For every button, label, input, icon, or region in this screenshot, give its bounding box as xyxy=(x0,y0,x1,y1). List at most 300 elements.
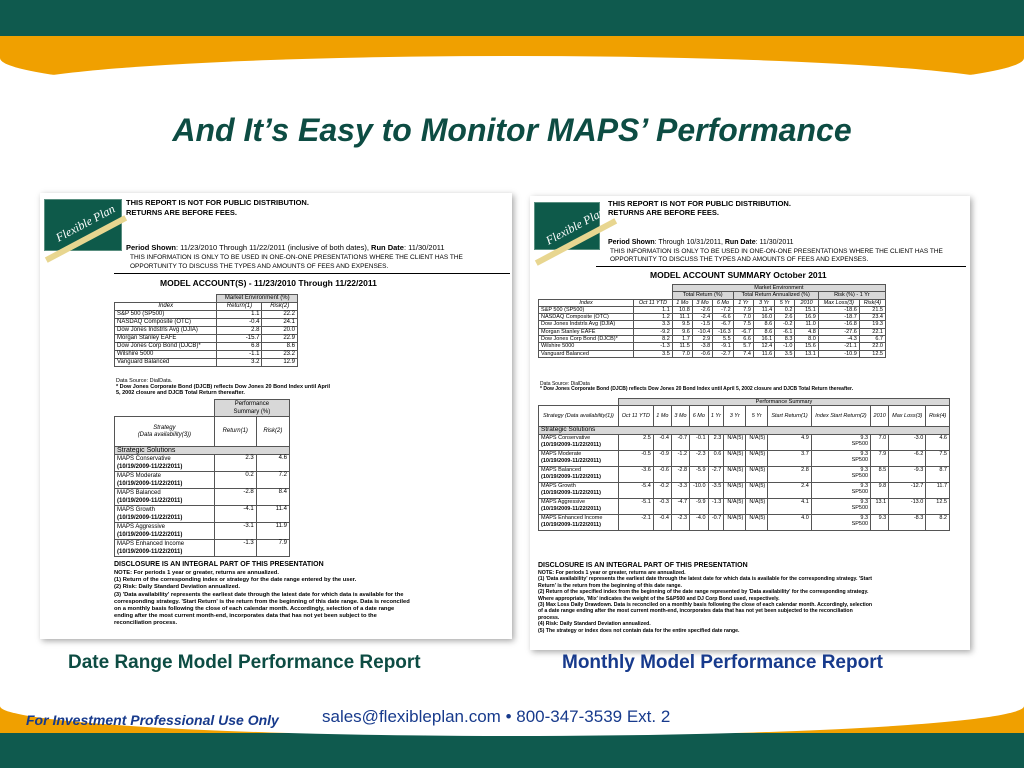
value-cell xyxy=(724,482,746,498)
value-cell xyxy=(653,498,671,514)
value-cell xyxy=(746,450,768,466)
value: -3.3 xyxy=(677,482,688,489)
column-header: 5 Yr xyxy=(775,299,795,306)
strategy-name-cell xyxy=(115,455,215,472)
risk-value: 4.6 xyxy=(256,455,289,472)
value-cell xyxy=(708,514,724,530)
strategy-name-cell xyxy=(539,466,619,482)
market-environment-table xyxy=(114,294,298,367)
table-cell: 12.5 xyxy=(859,350,885,357)
notice-line-2: RETURNS ARE BEFORE FEES. xyxy=(608,208,719,217)
strategy-name: MAPS Growth xyxy=(541,482,576,489)
disclosure-line: of a date range ending after the most current month-end, incorporates data that has not yet been subjected to the reconciliation xyxy=(538,608,853,615)
risk-value: 7.9 xyxy=(256,540,289,557)
table-cell: 12.4 xyxy=(753,343,774,350)
table-cell: -18.7 xyxy=(818,314,859,321)
column-header: 3 Yr xyxy=(753,299,774,306)
value-cell xyxy=(768,514,812,530)
disclosure-line: (4) Risk: Daily Standard Deviation annualized. xyxy=(538,621,651,628)
performance-summary-table xyxy=(538,398,950,531)
table-cell: 7.4 xyxy=(733,350,753,357)
disclosure-line: Return' is the return from the beginning of this date range. xyxy=(538,582,682,589)
disclosure-line: corresponding strategy. 'Start Return' is the return from the beginning of this date range. Data is reconciled xyxy=(114,598,410,605)
total-return-group: Total Return (%) xyxy=(672,292,733,299)
column-header: 1 Yr xyxy=(733,299,753,306)
index-name: SP500 xyxy=(851,504,869,511)
value-cell xyxy=(653,482,671,498)
value: 7.0 xyxy=(878,434,887,441)
table-cell: Dow Jones Corp Bond (DJCB)* xyxy=(539,336,634,343)
table-row xyxy=(539,328,886,335)
strategy-dates: (10/19/2009-11/22/2011) xyxy=(117,515,183,521)
data-source: Data Source: DialData. xyxy=(116,378,173,384)
info-line-2: OPPORTUNITY TO DISCUSS THE TYPES AND AMOUNTS OF FEES AND EXPENSES. xyxy=(610,256,869,263)
perf-header: Performance Summary xyxy=(618,399,949,406)
divider xyxy=(114,273,510,274)
value: -0.1 xyxy=(696,434,706,441)
column-header: Risk(2) xyxy=(262,303,298,311)
table-cell: 3.5 xyxy=(634,350,673,357)
table-cell: -27.6 xyxy=(818,328,859,335)
table-cell: 4.8 xyxy=(795,328,818,335)
table-row xyxy=(115,506,290,523)
table-row xyxy=(539,314,886,321)
disclosure-line: NOTE: For periods 1 year or greater, returns are annualized. xyxy=(538,570,686,576)
value: 9.3 xyxy=(860,514,869,521)
column-header: 2010 xyxy=(795,299,818,306)
value-cell xyxy=(690,498,708,514)
risk-col-header: Risk(2) xyxy=(256,417,289,447)
value: 2.8 xyxy=(801,466,809,473)
strategy-name-cell xyxy=(539,514,619,530)
table-row xyxy=(115,327,298,335)
bottom-green-band xyxy=(0,733,1024,768)
table-row xyxy=(115,343,298,351)
footer-disclaimer: For Investment Professional Use Only xyxy=(26,712,279,728)
strategy-name: MAPS Conservative xyxy=(117,456,171,462)
value: 0.6 xyxy=(713,450,722,457)
table-cell: Dow Jones Indstrls Avg (DJIA) xyxy=(115,327,217,335)
strategy-name-cell xyxy=(115,523,215,540)
strategy-name: MAPS Balanced xyxy=(541,466,582,473)
table-row xyxy=(539,434,950,450)
value: 9.3 xyxy=(860,498,869,505)
column-header: 2010 xyxy=(871,406,889,427)
strategy-name: MAPS Enhanced Income xyxy=(541,514,603,521)
disclosure-line: (2) Risk: Daily Standard Deviation annualized. xyxy=(114,584,240,591)
value: 12.5 xyxy=(936,498,947,505)
value: -0.6 xyxy=(659,466,669,473)
data-source: Data Source: DialData xyxy=(540,381,590,387)
strategy-name: MAPS Moderate xyxy=(541,450,582,457)
value-cell xyxy=(618,466,653,482)
table-row xyxy=(115,455,290,472)
table-cell: 11.6 xyxy=(753,350,774,357)
value-cell xyxy=(871,466,889,482)
table-cell: NASDAQ Composite (OTC) xyxy=(539,314,634,321)
table-row xyxy=(115,335,298,343)
table-cell: 7.9 xyxy=(733,306,753,313)
table-cell: 23.2 xyxy=(262,351,298,359)
table-cell: S&P 500 (SP500) xyxy=(539,306,634,313)
value-cell xyxy=(724,434,746,450)
table-cell: 7.0 xyxy=(733,314,753,321)
value-cell xyxy=(708,498,724,514)
value: N/A(5) xyxy=(727,434,744,441)
value: N/A(5) xyxy=(749,498,766,505)
disclosure-title: DISCLOSURE IS AN INTEGRAL PART OF THIS PRESENTATION xyxy=(538,562,748,569)
column-header: 3 Mo xyxy=(671,406,689,427)
table-cell: Vanguard Balanced xyxy=(115,359,217,367)
value: 9.8 xyxy=(878,482,887,489)
table-row xyxy=(115,489,290,506)
table-cell: 22.0 xyxy=(859,343,885,350)
value-cell xyxy=(768,482,812,498)
table-cell: -2.6 xyxy=(692,306,712,313)
column-header: Start Return(1) xyxy=(768,406,812,427)
value: 9.3 xyxy=(860,434,869,441)
value-cell xyxy=(889,514,926,530)
value-cell xyxy=(811,514,870,530)
table-row xyxy=(115,319,298,327)
table-cell: -10.9 xyxy=(818,350,859,357)
report-heading: MODEL ACCOUNT SUMMARY October 2011 xyxy=(650,270,827,280)
value: -6.2 xyxy=(913,450,924,457)
strategy-name-cell xyxy=(539,434,619,450)
value: 8.5 xyxy=(878,466,887,473)
value: -0.2 xyxy=(659,482,669,489)
table-cell: -0.2 xyxy=(775,321,795,328)
value-cell xyxy=(871,450,889,466)
table-row xyxy=(115,351,298,359)
table-cell: Morgan Stanley EAFE xyxy=(115,335,217,343)
table-cell: 16.1 xyxy=(753,336,774,343)
disclosure-notes xyxy=(114,570,410,628)
value: 8.2 xyxy=(939,514,947,521)
value: -4.7 xyxy=(677,498,688,505)
value-cell xyxy=(653,466,671,482)
strategy-section: Strategic Solutions xyxy=(115,447,290,455)
return-value: -4.1 xyxy=(214,506,256,523)
value: 4.0 xyxy=(801,514,809,521)
table-cell: 7.5 xyxy=(733,321,753,328)
djcb-note: * Dow Jones Corporate Bond (DJCB) reflects Dow Jones 20 Bond Index until April 5, 2002 closure and DJCB Total Return thereafter. xyxy=(540,386,854,392)
table-cell: 20.0 xyxy=(262,327,298,335)
djcb-note-2: 5, 2002 closure and DJCB Total Return thereafter. xyxy=(116,390,245,396)
annualized-group: Total Return Annualized (%) xyxy=(733,292,818,299)
table-cell: 19.3 xyxy=(859,321,885,328)
value: N/A(5) xyxy=(749,514,766,521)
value: -13.0 xyxy=(910,498,924,505)
table-cell: 23.4 xyxy=(859,314,885,321)
strategy-dates: (10/19/2009-11/22/2011) xyxy=(541,458,601,465)
value-cell xyxy=(768,434,812,450)
table-row xyxy=(539,514,950,530)
disclosure-line: (5) The strategy or index does not contain data for the entire specified date range. xyxy=(538,627,740,634)
strategy-dates: (10/19/2009-11/22/2011) xyxy=(541,442,601,449)
perf-header: Performance Summary (%) xyxy=(214,400,289,417)
strategy-name-cell xyxy=(539,450,619,466)
column-header: Risk(4) xyxy=(926,406,950,427)
column-header: 1 Mo xyxy=(653,406,671,427)
value: -5.1 xyxy=(641,498,651,505)
index-name: SP500 xyxy=(851,456,869,463)
table-cell: Dow Jones Corp Bond (DJCB)* xyxy=(115,343,217,351)
right-caption: Monthly Model Performance Report xyxy=(562,652,883,673)
table-cell: -10.4 xyxy=(692,328,712,335)
value-cell xyxy=(618,498,653,514)
column-header: 5 Yr xyxy=(746,406,768,427)
table-cell: 8.2 xyxy=(634,336,673,343)
table-cell: -6.6 xyxy=(713,314,733,321)
table-cell: 24.1 xyxy=(262,319,298,327)
value: -9.3 xyxy=(913,466,924,473)
table-cell: 12.9 xyxy=(262,359,298,367)
value: -3.5 xyxy=(711,482,722,489)
value: -2.1 xyxy=(641,514,651,521)
return-value: 0.2 xyxy=(214,472,256,489)
table-cell: 22.9 xyxy=(262,335,298,343)
value: -0.4 xyxy=(659,514,669,521)
table-cell: NASDAQ Composite (OTC) xyxy=(115,319,217,327)
value-cell xyxy=(708,466,724,482)
value-cell xyxy=(811,466,870,482)
value-cell xyxy=(926,498,950,514)
report-heading: MODEL ACCOUNT(S) - 11/23/2010 Through 11/22/2011 xyxy=(160,278,377,288)
table-cell: 1.2 xyxy=(634,314,673,321)
value: 7.9 xyxy=(878,450,887,457)
value-cell xyxy=(768,498,812,514)
value-cell xyxy=(671,466,689,482)
value: 2.3 xyxy=(713,434,722,441)
table-cell: -1.0 xyxy=(775,343,795,350)
strategy-name-cell xyxy=(539,498,619,514)
market-column-header-row xyxy=(539,299,886,306)
slide-title: And It’s Easy to Monitor MAPS’ Performance xyxy=(172,112,852,148)
strategy-name-cell xyxy=(115,540,215,557)
table-cell: 11.1 xyxy=(672,314,692,321)
risk-value: 11.4 xyxy=(256,506,289,523)
column-header: 6 Mo xyxy=(713,299,733,306)
table-cell: -6.1 xyxy=(775,328,795,335)
value-cell xyxy=(871,498,889,514)
divider xyxy=(596,266,966,267)
performance-summary-table xyxy=(114,399,290,557)
table-cell: 16.9 xyxy=(795,314,818,321)
value-cell xyxy=(746,482,768,498)
table-cell: 5.7 xyxy=(733,343,753,350)
value-cell xyxy=(724,450,746,466)
value: -3.6 xyxy=(641,466,651,473)
value: 9.3 xyxy=(878,514,887,521)
table-row xyxy=(115,523,290,540)
market-environment-table xyxy=(538,284,886,358)
table-cell: -2.4 xyxy=(692,314,712,321)
column-header: Max Loss(3) xyxy=(818,299,859,306)
column-header: Return(1) xyxy=(217,303,262,311)
notice-line-1: THIS REPORT IS NOT FOR PUBLIC DISTRIBUTION. xyxy=(608,199,791,208)
table-row xyxy=(115,540,290,557)
value-cell xyxy=(724,498,746,514)
value: 7.5 xyxy=(939,450,947,457)
footer-contact[interactable]: sales@flexibleplan.com • 800-347-3539 Ext. 2 xyxy=(322,707,671,726)
value-cell xyxy=(671,482,689,498)
value-cell xyxy=(811,450,870,466)
value: -5.4 xyxy=(641,482,651,489)
table-cell: 11.4 xyxy=(753,306,774,313)
table-cell: Wilshire 5000 xyxy=(115,351,217,359)
table-row xyxy=(539,466,950,482)
return-col-header: Return(1) xyxy=(214,417,256,447)
table-cell: -6.7 xyxy=(733,328,753,335)
value-cell xyxy=(889,434,926,450)
value: 13.1 xyxy=(875,498,887,505)
strategy-dates: (10/19/2009-11/22/2011) xyxy=(117,532,183,538)
table-row xyxy=(539,306,886,313)
strategy-name-cell xyxy=(115,489,215,506)
table-cell: 9.5 xyxy=(672,321,692,328)
table-cell: -9.2 xyxy=(634,328,673,335)
table-cell: 0.2 xyxy=(775,306,795,313)
market-column-header-row xyxy=(115,303,298,311)
table-cell: 13.1 xyxy=(795,350,818,357)
return-value: -1.3 xyxy=(214,540,256,557)
value-cell xyxy=(708,482,724,498)
value: -2.8 xyxy=(677,466,688,473)
value: N/A(5) xyxy=(749,450,766,457)
table-cell: -1.1 xyxy=(217,351,262,359)
value: 4.6 xyxy=(939,434,947,441)
return-value: 2.3 xyxy=(214,455,256,472)
value: -2.7 xyxy=(711,466,722,473)
disclosure-line: ending after the most current month-end, incorporates data that has not yet been subject to the xyxy=(114,613,377,620)
left-caption: Date Range Model Performance Report xyxy=(68,652,421,673)
value: -0.3 xyxy=(659,498,669,505)
table-cell: 7.0 xyxy=(672,350,692,357)
table-cell: 6.8 xyxy=(217,343,262,351)
table-row xyxy=(539,498,950,514)
strategy-name: MAPS Conservative xyxy=(541,434,591,441)
disclosure-line: reconciliation process. xyxy=(114,620,178,627)
disclosure-line: NOTE: For periods 1 year or greater, returns are annualized. xyxy=(114,570,279,576)
value-cell xyxy=(690,450,708,466)
value: N/A(5) xyxy=(727,466,744,473)
strategy-dates: (10/19/2009-11/22/2011) xyxy=(541,522,601,529)
risk-group: Risk (%) - 1 Yr xyxy=(818,292,885,299)
value: -0.9 xyxy=(659,450,669,457)
column-header: 1 Mo xyxy=(672,299,692,306)
column-header: 3 Yr xyxy=(724,406,746,427)
value: 9.3 xyxy=(860,450,869,457)
value-cell xyxy=(690,482,708,498)
risk-value: 11.9 xyxy=(256,523,289,540)
table-cell: 3.3 xyxy=(634,321,673,328)
table-cell: -1.3 xyxy=(634,343,673,350)
column-header: Index Start Return(2) xyxy=(811,406,870,427)
table-row xyxy=(539,450,950,466)
table-cell: Wilshire 5000 xyxy=(539,343,634,350)
column-header: Max Loss(3) xyxy=(889,406,926,427)
value: -2.3 xyxy=(696,450,706,457)
disclosure-line: (3) 'Data availability' represents the earliest date through the latest date for which data is available for the xyxy=(114,591,404,598)
table-cell: -0.4 xyxy=(217,319,262,327)
column-header: Strategy (Data availability(1)) xyxy=(539,406,619,427)
table-cell: 1.7 xyxy=(672,336,692,343)
value-cell xyxy=(653,434,671,450)
return-value: -3.1 xyxy=(214,523,256,540)
table-row xyxy=(115,359,298,367)
table-cell: 1.1 xyxy=(217,311,262,319)
value-cell xyxy=(926,466,950,482)
value-cell xyxy=(746,466,768,482)
table-cell: 10.8 xyxy=(672,306,692,313)
table-row xyxy=(539,350,886,357)
table-cell: -15.7 xyxy=(217,335,262,343)
value: N/A(5) xyxy=(749,434,766,441)
table-cell: 8.6 xyxy=(753,328,774,335)
value-cell xyxy=(746,434,768,450)
value: -12.7 xyxy=(910,482,924,489)
date-range-report-image xyxy=(40,193,512,639)
index-name: SP500 xyxy=(851,520,869,527)
table-cell: 8.6 xyxy=(753,321,774,328)
column-header: 6 Mo xyxy=(690,406,708,427)
value: -0.7 xyxy=(677,434,688,441)
strategy-name-cell xyxy=(115,472,215,489)
value-cell xyxy=(768,466,812,482)
strategy-name: MAPS Aggressive xyxy=(541,498,586,505)
strategy-dates: (10/19/2009-11/22/2011) xyxy=(541,490,601,497)
strategy-name: MAPS Aggressive xyxy=(117,524,166,530)
disclosure-notes xyxy=(538,570,872,634)
table-cell: 1.1 xyxy=(634,306,673,313)
value-cell xyxy=(724,514,746,530)
value-cell xyxy=(671,514,689,530)
value: -1.2 xyxy=(677,450,688,457)
index-name: SP500 xyxy=(851,488,869,495)
value: 4.1 xyxy=(801,498,809,505)
column-header: Index xyxy=(115,303,217,311)
value-cell xyxy=(618,434,653,450)
value-cell xyxy=(926,434,950,450)
value-cell xyxy=(871,514,889,530)
table-cell: 5.5 xyxy=(713,336,733,343)
table-cell: 9.6 xyxy=(672,328,692,335)
value: -2.3 xyxy=(677,514,688,521)
table-cell: -1.5 xyxy=(692,321,712,328)
table-cell: 8.3 xyxy=(775,336,795,343)
strategy-name: MAPS Moderate xyxy=(117,473,162,479)
strategy-name-cell xyxy=(115,506,215,523)
value-cell xyxy=(724,466,746,482)
notice-line-1: THIS REPORT IS NOT FOR PUBLIC DISTRIBUTION. xyxy=(126,198,309,207)
disclosure-line: (3) Max Loss Daily Drawdown. Data is reconciled on a monthly basis following the close of each calendar month. Accordingly, selection xyxy=(538,602,873,609)
strategy-col-header: Strategy (Data availability(3)) xyxy=(115,417,215,447)
value: -5.9 xyxy=(696,466,706,473)
value-cell xyxy=(926,514,950,530)
value: -9.9 xyxy=(696,498,706,505)
value-cell xyxy=(889,466,926,482)
market-header: Market Environment (%) xyxy=(217,295,298,303)
strategy-name: MAPS Balanced xyxy=(117,490,161,496)
table-cell: -0.6 xyxy=(692,350,712,357)
table-cell: 22.2 xyxy=(262,311,298,319)
table-cell: -2.7 xyxy=(713,350,733,357)
value: N/A(5) xyxy=(727,498,744,505)
value-cell xyxy=(889,450,926,466)
value-cell xyxy=(708,450,724,466)
table-row xyxy=(115,472,290,489)
